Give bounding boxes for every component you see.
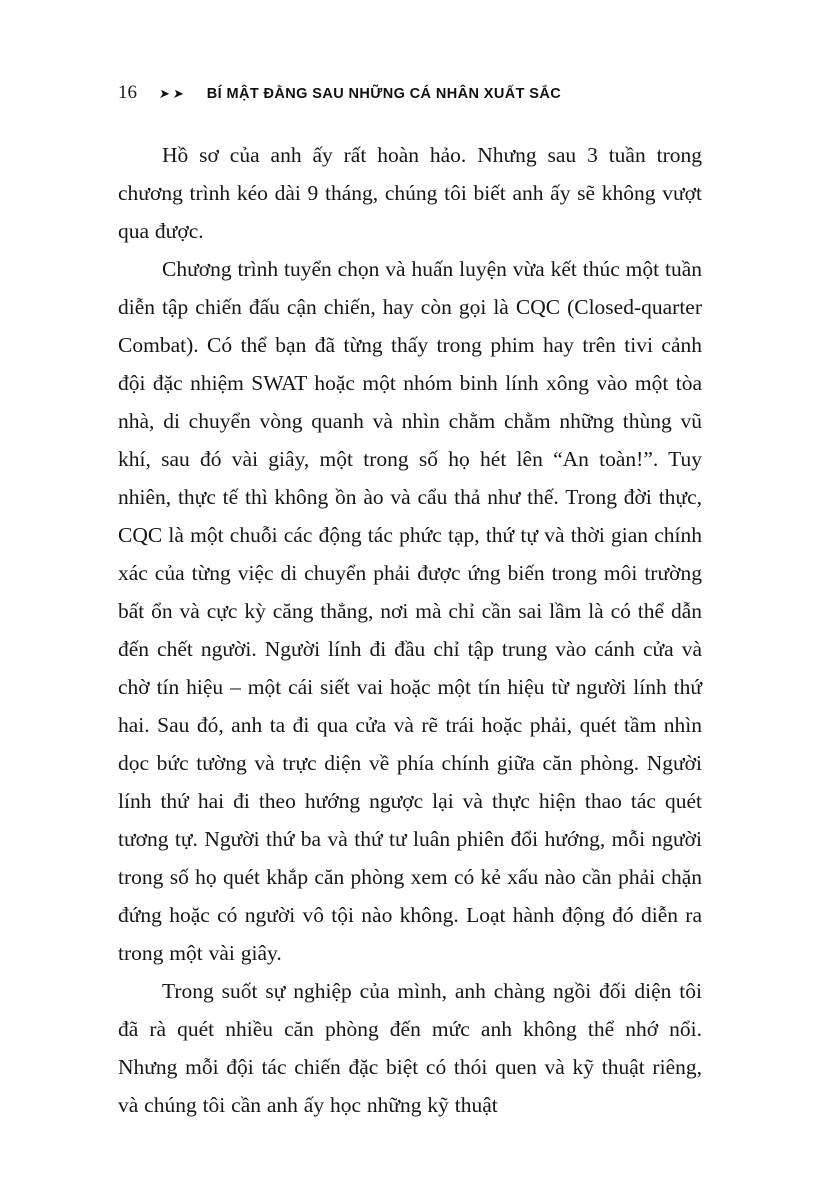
page-number: 16: [118, 82, 137, 103]
paragraph: Trong suốt sự nghiệp của mình, anh chàng ngồi đối diện tôi đã rà quét nhiều căn phòng đến mức anh không thể nhớ nổi. Nhưng mỗi đội tác chiến đặc biệt có thói quen và kỹ thuật riêng, và chúng tôi cần anh ấy học những kỹ thuật: [118, 979, 702, 1117]
double-arrow-icon: ➤➤: [157, 87, 188, 102]
page-body: [118, 136, 702, 1124]
paragraph: Chương trình tuyển chọn và huấn luyện vừa kết thúc một tuần diễn tập chiến đấu cận chiến, hay còn gọi là CQC (Closed-quarter Combat). Có thể bạn đã từng thấy trong phim hay trên tivi cảnh đội đặc nhiệm SWAT hoặc một nhóm binh lính xông vào một tòa nhà, di chuyển vòng quanh và nhìn chằm chằm những thùng vũ khí, sau đó vài giây, một trong số họ hét lên “An toàn!”. Tuy nhiên, thực tế thì không ồn ào và cẩu thả như thế. Trong đời thực, CQC là một chuỗi các động tác phức tạp, thứ tự và thời gian chính xác của từng việc di chuyển phải được ứng biến trong môi trường bất ổn và cực kỳ căng thẳng, nơi mà chỉ cần sai lầm là có thể dẫn đến chết người. Người lính đi đầu chỉ tập trung vào cánh cửa và chờ tín hiệu – một cái siết vai hoặc một tín hiệu từ người lính thứ hai. Sau đó, anh ta đi qua cửa và rẽ trái hoặc phải, quét tầm nhìn dọc bức tường và trực diện về phía chính giữa căn phòng. Người lính thứ hai đi theo hướng ngược lại và thực hiện thao tác quét tương tự. Người thứ ba và thứ tư luân phiên đổi hướng, mỗi người trong số họ quét khắp căn phòng xem có kẻ xấu nào cần phải chặn đứng hoặc có người vô tội nào không. Loạt hành động đó diễn ra trong một vài giây.: [118, 257, 702, 965]
paragraph: Hồ sơ của anh ấy rất hoàn hảo. Nhưng sau 3 tuần trong chương trình kéo dài 9 tháng, chúng tôi biết anh ấy sẽ không vượt qua được.: [118, 143, 702, 243]
running-title: BÍ MẬT ĐẰNG SAU NHỮNG CÁ NHÂN XUẤT SẮC: [206, 86, 562, 102]
page-header: [118, 82, 702, 104]
